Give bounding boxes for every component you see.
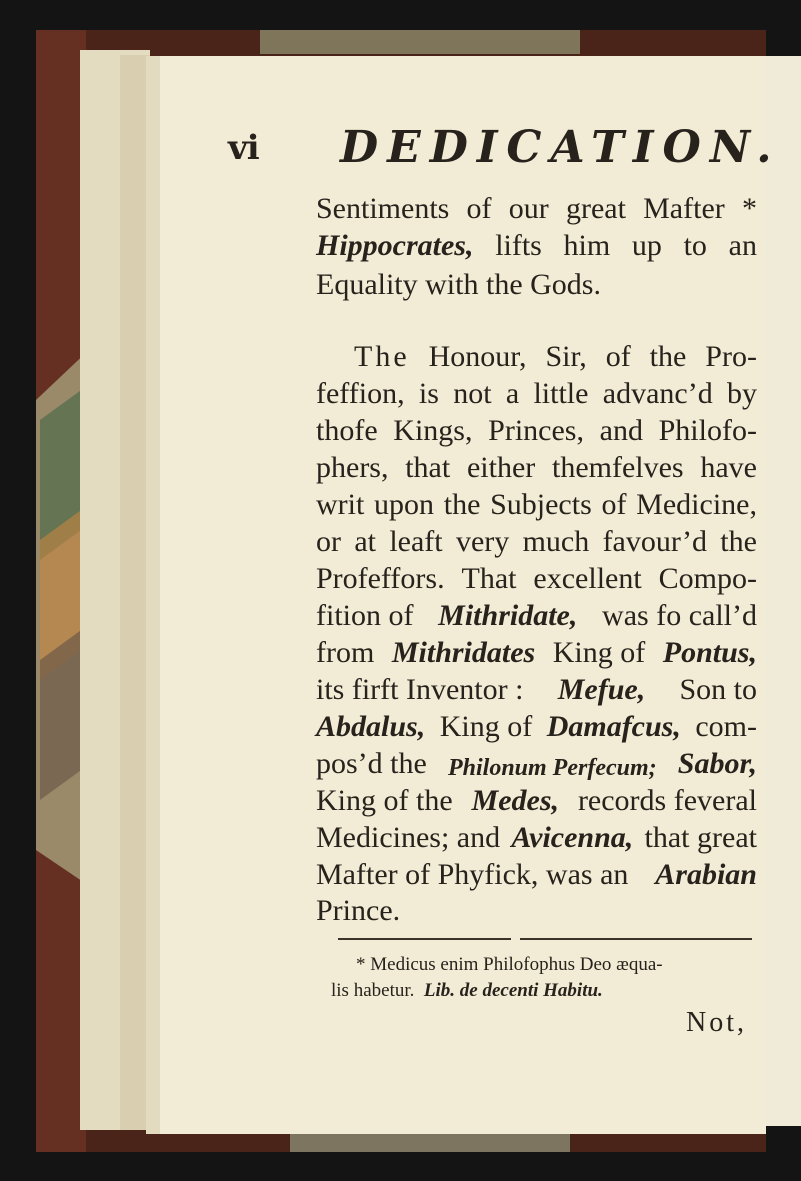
word: Honour, <box>428 340 527 373</box>
word: leaft <box>389 525 443 558</box>
running-title: DEDICATION. <box>340 122 781 173</box>
text-line <box>316 377 757 411</box>
text-run: from <box>316 636 375 669</box>
word: to <box>683 229 707 262</box>
text-run: King of the <box>316 784 453 817</box>
text-line <box>316 451 757 485</box>
word: the <box>649 340 687 373</box>
word: excellent <box>533 562 642 595</box>
word: Pro- <box>705 340 757 373</box>
word: of <box>605 340 631 373</box>
footnote-line <box>331 980 603 1002</box>
text-line <box>316 562 757 596</box>
word: Medicine, <box>636 488 757 521</box>
word: not <box>453 377 492 410</box>
word: great <box>565 192 626 225</box>
footnote-line: * Medicus enim Philofophus Deo æqua- <box>356 954 663 975</box>
text-line <box>316 192 757 226</box>
text-line <box>316 710 757 744</box>
text-run: Equality with the Gods. <box>316 268 601 301</box>
text-line <box>316 488 757 522</box>
italic-name: Philonum Perfecum; <box>447 755 657 781</box>
word: Subjects <box>490 488 592 521</box>
word: or <box>316 525 341 558</box>
word: at <box>354 525 376 558</box>
italic-name: Abdalus, <box>316 710 426 743</box>
text-line <box>316 784 757 818</box>
text-line <box>316 229 757 263</box>
word: much <box>522 525 590 558</box>
text-run: was fo call’d <box>602 599 757 632</box>
word: our <box>508 192 549 225</box>
footnote-rule <box>520 938 752 940</box>
word: of <box>466 192 492 225</box>
text-run: Prince. <box>316 894 401 927</box>
word: have <box>700 451 757 484</box>
text-run: pos’d the <box>316 747 427 780</box>
word: phers, <box>316 451 389 484</box>
italic-name: Mithridate, <box>438 599 578 632</box>
word: that <box>405 451 451 484</box>
text-line <box>316 414 757 448</box>
italic-source: Lib. de decenti Habitu. <box>423 980 603 1001</box>
text-run: that great <box>644 821 757 854</box>
italic-name: Pontus, <box>662 636 757 669</box>
italic-name: Mefue, <box>557 673 646 706</box>
word: a <box>505 377 520 410</box>
word: Princes, <box>488 414 584 447</box>
word: Profeffors. <box>316 562 445 595</box>
text-line <box>316 747 757 785</box>
word: Philofo- <box>658 414 757 447</box>
word: feffion, <box>316 377 405 410</box>
italic-name: Sabor, <box>677 747 757 780</box>
text-line <box>316 858 757 892</box>
word: The <box>354 340 410 373</box>
italic-name: Mithridates <box>391 636 536 669</box>
text-run: King of <box>439 710 533 743</box>
text-run: King of <box>552 636 646 669</box>
word: him <box>563 229 611 262</box>
word: the <box>443 488 481 521</box>
word: writ <box>316 488 365 521</box>
word: by <box>727 377 757 410</box>
text-line <box>316 268 757 302</box>
word: either <box>466 451 536 484</box>
italic-name: Damafcus, <box>546 710 681 743</box>
text-line <box>316 525 757 559</box>
word: thofe <box>316 414 378 447</box>
word: Sir, <box>545 340 587 373</box>
word: That <box>461 562 517 595</box>
text-line <box>354 340 757 374</box>
catchword: Not, <box>686 1007 747 1038</box>
word: of <box>601 488 627 521</box>
italic-name: Hippocrates, <box>316 229 474 262</box>
word: up <box>631 229 662 262</box>
text-run: Mafter of Phyfick, was an <box>316 858 629 891</box>
word: Kings, <box>393 414 473 447</box>
text-run: lis habetur. <box>331 980 415 1001</box>
text-line <box>316 673 757 707</box>
word: very <box>455 525 510 558</box>
footnote-marker: * <box>741 192 757 225</box>
word: advanc’d <box>602 377 713 410</box>
text-line <box>316 599 757 633</box>
text-run: Medicines; and <box>316 821 501 854</box>
word: Compo- <box>658 562 757 595</box>
word: and <box>599 414 643 447</box>
word: favour’d <box>602 525 707 558</box>
word: Mafter <box>643 192 725 225</box>
text-line <box>316 821 757 855</box>
italic-name: Medes, <box>471 784 560 817</box>
italic-name: Arabian <box>655 858 757 891</box>
text-run: its firft Inventor : <box>316 673 524 706</box>
text-run: fition of <box>316 599 414 632</box>
text-run: records feveral <box>577 784 757 817</box>
text-run: com- <box>695 710 757 743</box>
page-number: vi <box>228 128 259 168</box>
text-line <box>316 894 757 928</box>
word: is <box>418 377 439 410</box>
word: lifts <box>495 229 542 262</box>
text-run: Son to <box>679 673 757 706</box>
word: upon <box>374 488 435 521</box>
word: an <box>728 229 757 262</box>
word: themfelves <box>551 451 684 484</box>
word: Sentiments <box>316 192 450 225</box>
footnote-rule <box>338 938 511 940</box>
italic-name: Avicenna, <box>511 821 634 854</box>
word: little <box>533 377 589 410</box>
word: the <box>720 525 757 558</box>
text-line <box>316 636 757 670</box>
